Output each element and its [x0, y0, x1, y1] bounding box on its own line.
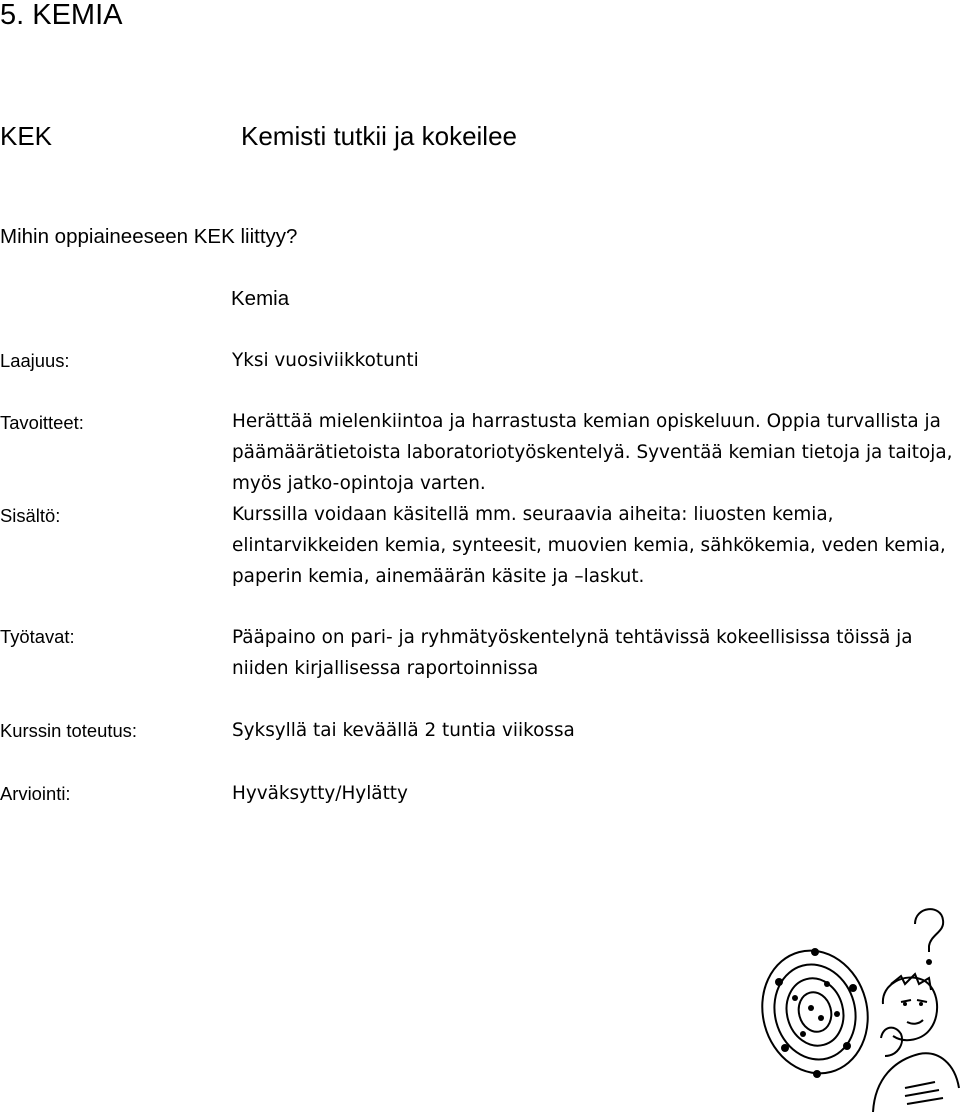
atom-thinker-icon	[755, 888, 960, 1112]
label-tyotavat: Työtavat:	[0, 626, 75, 647]
course-title: Kemisti tutkii ja kokeilee	[241, 121, 517, 151]
value-sisalto: Kurssilla voidaan käsitellä mm. seuraavia aiheita: liuosten kemia, elintarvikkeiden kemia, synteesit, muovien kemia, sähkökemia, veden kemia, paperin kemia, ainemäärän käsite ja –laskut.	[232, 504, 946, 587]
value-arviointi: Hyväksytty/Hylätty	[232, 783, 408, 804]
section-heading: 5. KEMIA	[0, 0, 123, 31]
value-tavoitteet-sisalto	[232, 406, 960, 592]
subject-answer: Kemia	[231, 287, 290, 310]
value-tavoitteet: Herättää mielenkiintoa ja harrastusta kemian opiskeluun. Oppia turvallista ja päämäärätietoista laboratoriotyöskentelyä. Syventää kemian tietoja ja taitoja, myös jatko-opintoja varten.	[232, 411, 953, 494]
value-tyotavat: Pääpaino on pari- ja ryhmätyöskentelynä tehtävissä kokeellisissa töissä ja niiden kirjallisessa raportoinnissa	[232, 627, 913, 679]
course-code: KEK	[0, 121, 53, 151]
subject-question: Mihin oppiaineeseen KEK liittyy?	[0, 225, 298, 248]
value-kurssin-toteutus: Syksyllä tai keväällä 2 tuntia viikossa	[232, 720, 575, 741]
label-laajuus: Laajuus:	[0, 350, 70, 371]
label-tavoitteet: Tavoitteet:	[0, 412, 84, 433]
label-kurssin-toteutus: Kurssin toteutus:	[0, 720, 137, 741]
label-arviointi: Arviointi:	[0, 783, 71, 804]
value-laajuus: Yksi vuosiviikkotunti	[232, 350, 419, 371]
label-sisalto: Sisältö:	[0, 505, 61, 526]
